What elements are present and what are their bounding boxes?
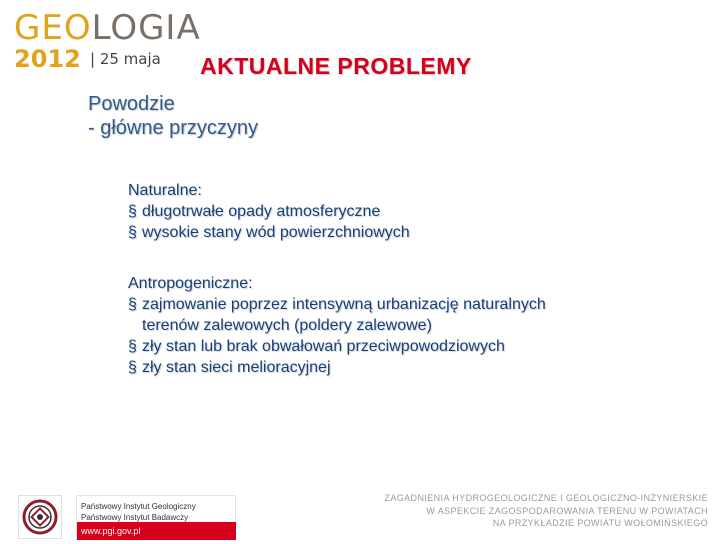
slide-body [128, 180, 688, 378]
list-item: § zły stan sieci melioracyjnej [128, 359, 331, 376]
logo-wordmark: GEOLOGIA [14, 8, 201, 48]
logo-year: 2012 [14, 45, 81, 73]
footer-tagline: ZAGADNIENIA HYDROGEOLOGICZNE I GEOLOGICZNO-INŻYNIERSKIE W ASPEKCIE ZAGOSPODAROWANIA TERENU W POWIATACH NA PRZYKŁADZIE POWIATU WOŁOMIŃSKIEGO [384, 493, 708, 528]
pgi-emblem-icon [18, 495, 62, 539]
list-item: § wysokie stany wód powierzchniowych [128, 224, 410, 241]
bullet-icon: § [128, 203, 137, 220]
institute-box [76, 495, 236, 540]
list-item-continuation: terenów zalewowych (poldery zalewowe) [142, 317, 432, 334]
bullet-icon: § [128, 224, 137, 241]
anthropogenic-heading: Antropogeniczne: [128, 275, 253, 292]
slide-title: AKTUALNE PROBLEMY [200, 53, 472, 79]
subtitle-line-2: - główne przyczyny [88, 117, 259, 139]
natural-heading: Naturalne: [128, 182, 202, 199]
institute-name: Państwowy Instytut Geologiczny Państwowy Instytut Badawczy [81, 502, 196, 522]
list-item: § zły stan lub brak obwałowań przeciwpowodziowych [128, 338, 505, 355]
list-item: § zajmowanie poprzez intensywną urbanizację naturalnych [128, 296, 546, 313]
bullet-icon: § [128, 338, 137, 355]
logo-date: | 25 maja [90, 50, 161, 68]
list-item: § długotrwałe opady atmosferyczne [128, 203, 381, 220]
institute-url[interactable]: www.pgi.gov.pl [77, 522, 236, 540]
bullet-icon: § [128, 359, 137, 376]
subtitle-line-1: Powodzie [88, 93, 175, 115]
slide-subtitle [88, 92, 258, 140]
geologia-2012-logo [14, 8, 201, 73]
bullet-icon: § [128, 296, 137, 313]
